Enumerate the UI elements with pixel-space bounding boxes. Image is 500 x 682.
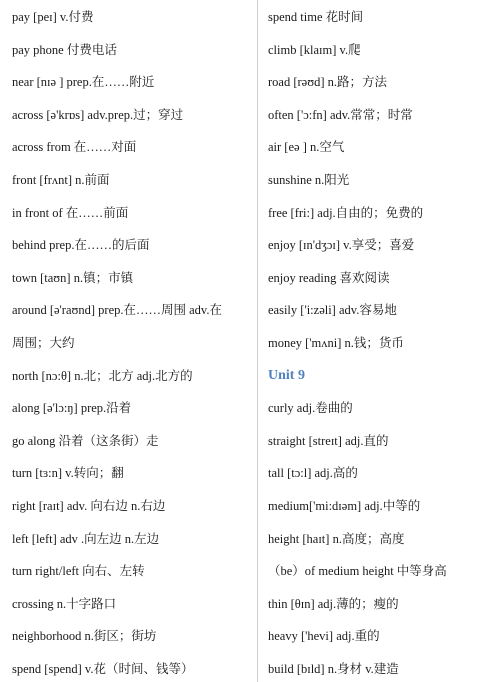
vocab-entry: air [eə ] n.空气 [268, 140, 345, 155]
vocab-entry: medium['mi:dɪəm] adj.中等的 [268, 499, 421, 513]
vocab-entry: pay phone 付费电话 [12, 42, 117, 57]
unit-heading: Unit 9 [268, 367, 305, 383]
vocab-entry: across [ə'krɒs] adv.prep.过；穿过 [12, 107, 184, 122]
vocab-entry: turn right/left 向右、左转 [12, 564, 145, 579]
vocab-entry: often ['ɔ:fn] adv.常常；时常 [268, 107, 413, 122]
vocab-entry: sunshine n.阳光 [268, 173, 350, 187]
vocab-entry: heavy ['hevi] adj.重的 [268, 629, 380, 644]
vocab-entry-continuation: 周围；大约 [12, 336, 75, 350]
vocab-entry: go along 沿着（这条街）走 [12, 433, 159, 448]
vocab-entry: height [haɪt] n.高度；高度 [268, 531, 405, 546]
vocab-entry: straight [streɪt] adj.直的 [268, 433, 389, 448]
vocab-entry: enjoy reading 喜欢阅读 [268, 270, 390, 285]
vocab-entry: tall [tɔ:l] adj.高的 [268, 466, 358, 481]
vocab-entry: right [raɪt] adv. 向右边 n.右边 [12, 499, 166, 513]
vocab-entry: free [fri:] adj.自由的；免费的 [268, 205, 424, 220]
vocab-entry: across from 在……对面 [12, 140, 137, 155]
vocab-entry: north [nɔ:θ] n.北；北方 adj.北方的 [12, 368, 193, 383]
vocab-entry: near [nɪə ] prep.在……附近 [12, 75, 155, 90]
vocab-entry: thin [θɪn] adj.薄的；瘦的 [268, 596, 399, 611]
vocab-entry: around [ə'raʊnd] prep.在……周围 adv.在 [12, 303, 222, 318]
vocab-entry: road [rəʊd] n.路；方法 [268, 75, 387, 90]
vocab-entry: money ['mʌni] n.钱；货币 [268, 336, 404, 350]
vocab-entry: town [taʊn] n.镇；市镇 [12, 270, 134, 285]
vocab-entry: crossing n.十字路口 [12, 596, 117, 611]
vocab-entry: spend time 花时间 [268, 10, 364, 24]
vocab-entry: turn [tɜ:n] v.转向；翻 [12, 466, 124, 481]
vocab-entry: pay [peɪ] v.付费 [12, 10, 94, 24]
vocab-entry: neighborhood n.街区；街坊 [12, 629, 157, 644]
vocab-entry: behind prep.在……的后面 [12, 238, 150, 253]
vocab-entry: in front of 在……前面 [12, 205, 129, 220]
vocab-entry: build [bɪld] n.身材 v.建造 [268, 662, 399, 676]
vocab-entry: curly adj.卷曲的 [268, 401, 353, 416]
column-divider [257, 0, 258, 682]
vocab-entry: easily ['i:zəli] adv.容易地 [268, 303, 397, 318]
vocab-entry: along [ə'lɔ:ŋ] prep.沿着 [12, 401, 132, 416]
vocab-entry: （be）of medium height 中等身高 [268, 564, 447, 579]
vocab-entry: front [frʌnt] n.前面 [12, 173, 110, 187]
vocab-entry: enjoy [ɪn'dʒɔɪ] v.享受；喜爱 [268, 238, 415, 253]
vocab-entry: climb [klaɪm] v.爬 [268, 42, 361, 57]
vocab-entry: spend [spend] v.花（时间、钱等） [12, 662, 194, 676]
vocab-entry: left [left] adv .向左边 n.左边 [12, 531, 160, 546]
